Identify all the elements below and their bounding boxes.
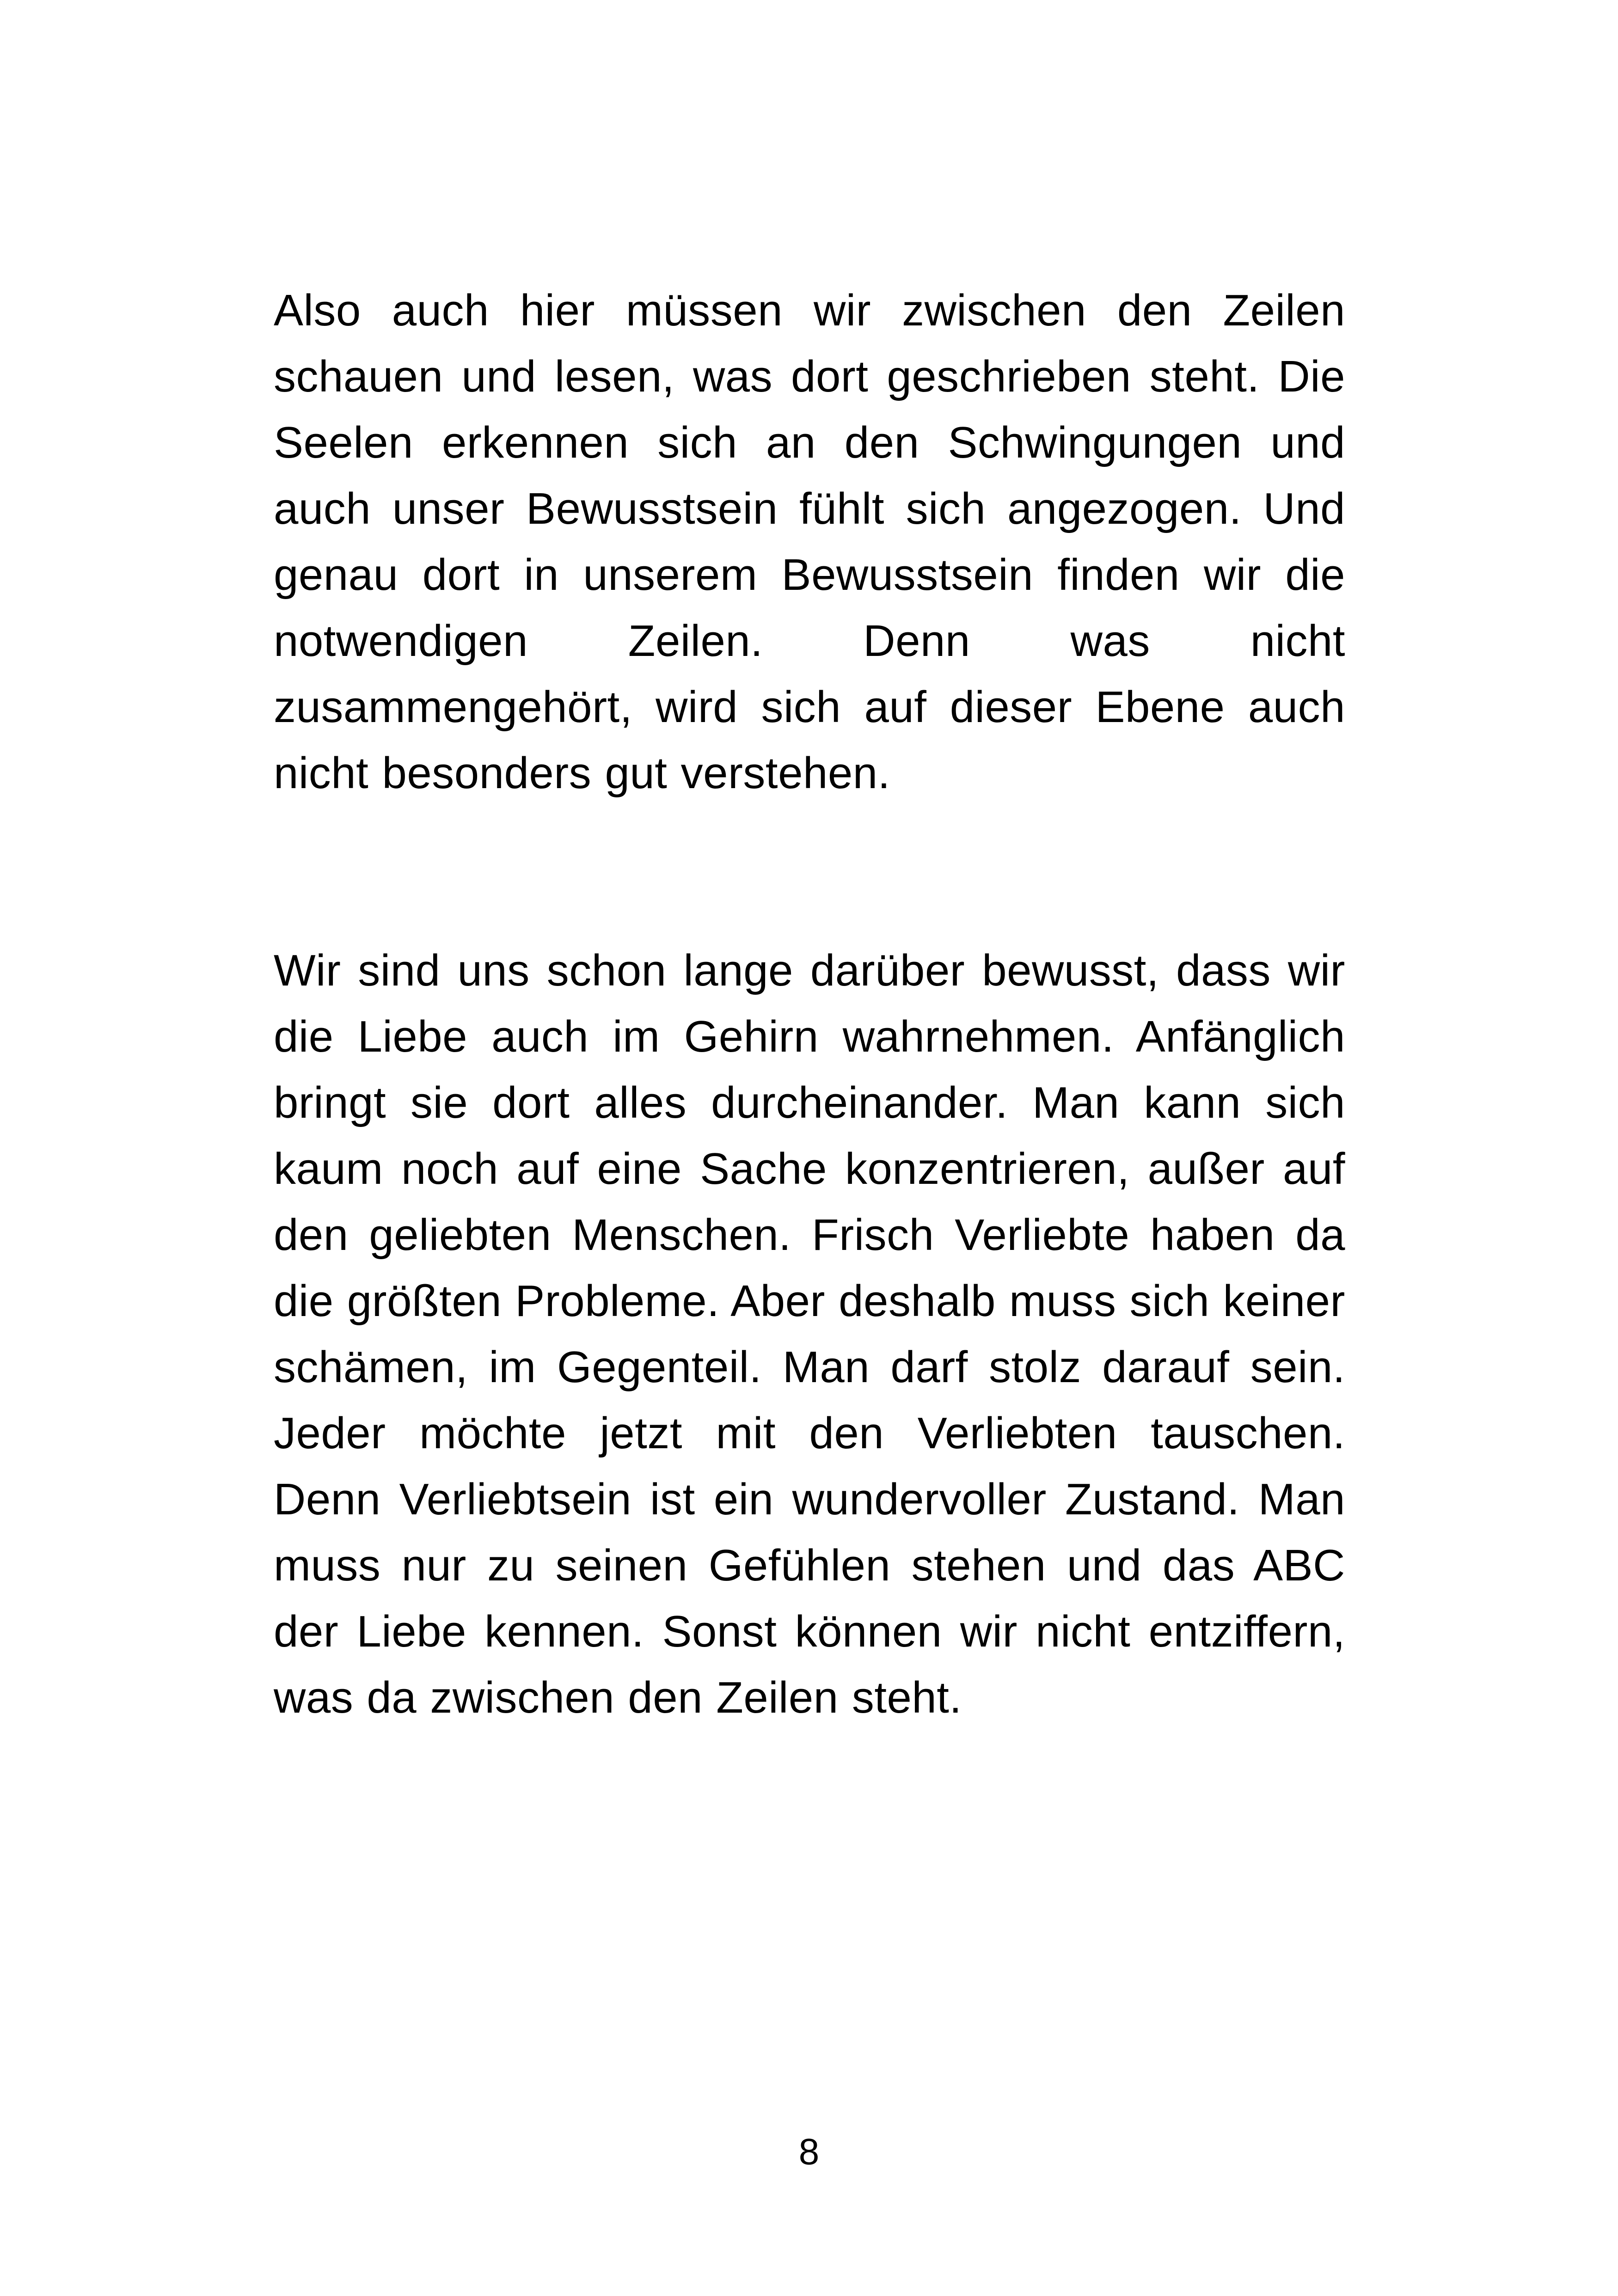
paragraph <box>274 277 1345 806</box>
page-number: 8 <box>798 2131 820 2172</box>
paragraph-text: Wir sind uns schon lange darüber bewusst, dass wir die Liebe auch im Gehirn wahrnehmen. Anfänglich bringt sie dort alles durcheinander. Man kann sich kaum noch auf eine Sache konzentrieren, außer auf den geliebten Menschen. Frisch Verliebte haben da die größten Probleme. Aber deshalb muss sich keiner schämen, im Gegenteil. Man darf stolz darauf sein. Jeder möchte jetzt mit den Verliebten tauschen. Denn Verliebtsein ist ein wundervoller Zustand. Man muss nur zu seinen Gefühlen stehen und das ABC der Liebe kennen. Sonst können wir nicht entziffern, was da zwischen den Zeilen steht. <box>274 946 1345 1722</box>
paragraph <box>274 937 1345 1731</box>
paragraph-text: Also auch hier müssen wir zwischen den Zeilen schauen und lesen, was dort geschrieben steht. Die Seelen erkennen sich an den Schwingungen und auch unser Bewusstsein fühlt sich angezogen. Und genau dort in unserem Bewusstsein finden wir die notwendigen Zeilen. Denn was nicht zusammengehört, wird sich auf dieser Ebene auch nicht besonders gut verstehen. <box>274 286 1345 798</box>
